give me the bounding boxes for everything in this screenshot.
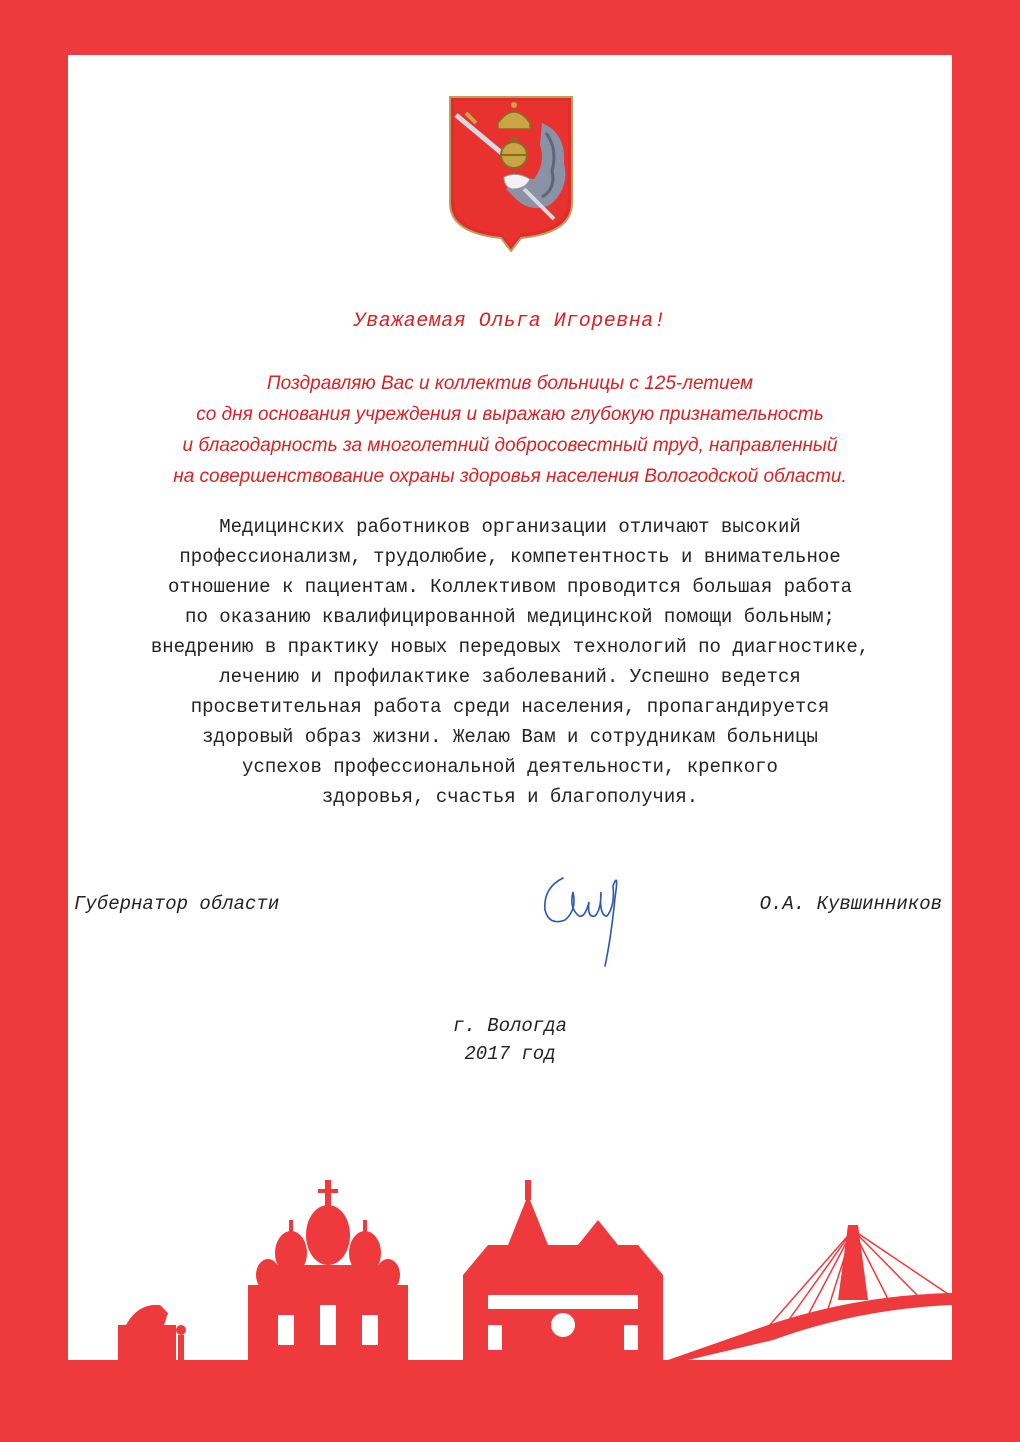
congrats-line: на совершенствование охраны здоровья населения Вологодской области. (173, 466, 847, 487)
body-line: здоровый образ жизни. Желаю Вам и сотрудникам больницы (202, 726, 818, 748)
body-line: просветительная работа среди населения, пропагандируется (190, 696, 830, 718)
congrats-line: со дня основания учреждения и выражаю глубокую признательность (196, 404, 824, 425)
congratulations-paragraph (80, 368, 940, 492)
body-line: Медицинских работников организации отличают высокий (219, 516, 801, 538)
body-line: внедрению в практику новых передовых технологий по диагностике, (150, 636, 870, 658)
body-line: профессионализм, трудолюбие, компетентность и внимательное (179, 546, 841, 568)
signatory-title: Губернатор области (74, 893, 280, 915)
year: 2017 год (464, 1043, 556, 1065)
handwritten-signature (535, 858, 635, 973)
body-line: здоровья, счастья и благополучия. (321, 786, 699, 808)
body-line: по оказанию квалифицированной медицинской помощи больным; (185, 606, 835, 628)
city: г. Вологда (452, 1015, 568, 1037)
signatory-name: О.А. Кувшинников (759, 893, 942, 915)
body-line: отношение к пациентам. Коллективом проводится большая работа (167, 576, 853, 598)
coat-of-arms-icon (446, 93, 576, 253)
congrats-line: и благодарность за многолетний добросовестный труд, направленный (182, 435, 838, 456)
greeting: Уважаемая Ольга Игоревна! (353, 310, 667, 333)
city-skyline-silhouette (68, 1175, 952, 1390)
body-line: успехов профессиональной деятельности, крепкого (242, 756, 778, 778)
place-and-date (0, 1012, 1020, 1068)
congrats-line: Поздравляю Вас и коллектив больницы с 125-летием (266, 373, 754, 394)
body-paragraph (90, 512, 930, 812)
body-line: лечению и профилактике заболеваний. Успешно ведется (219, 666, 801, 688)
